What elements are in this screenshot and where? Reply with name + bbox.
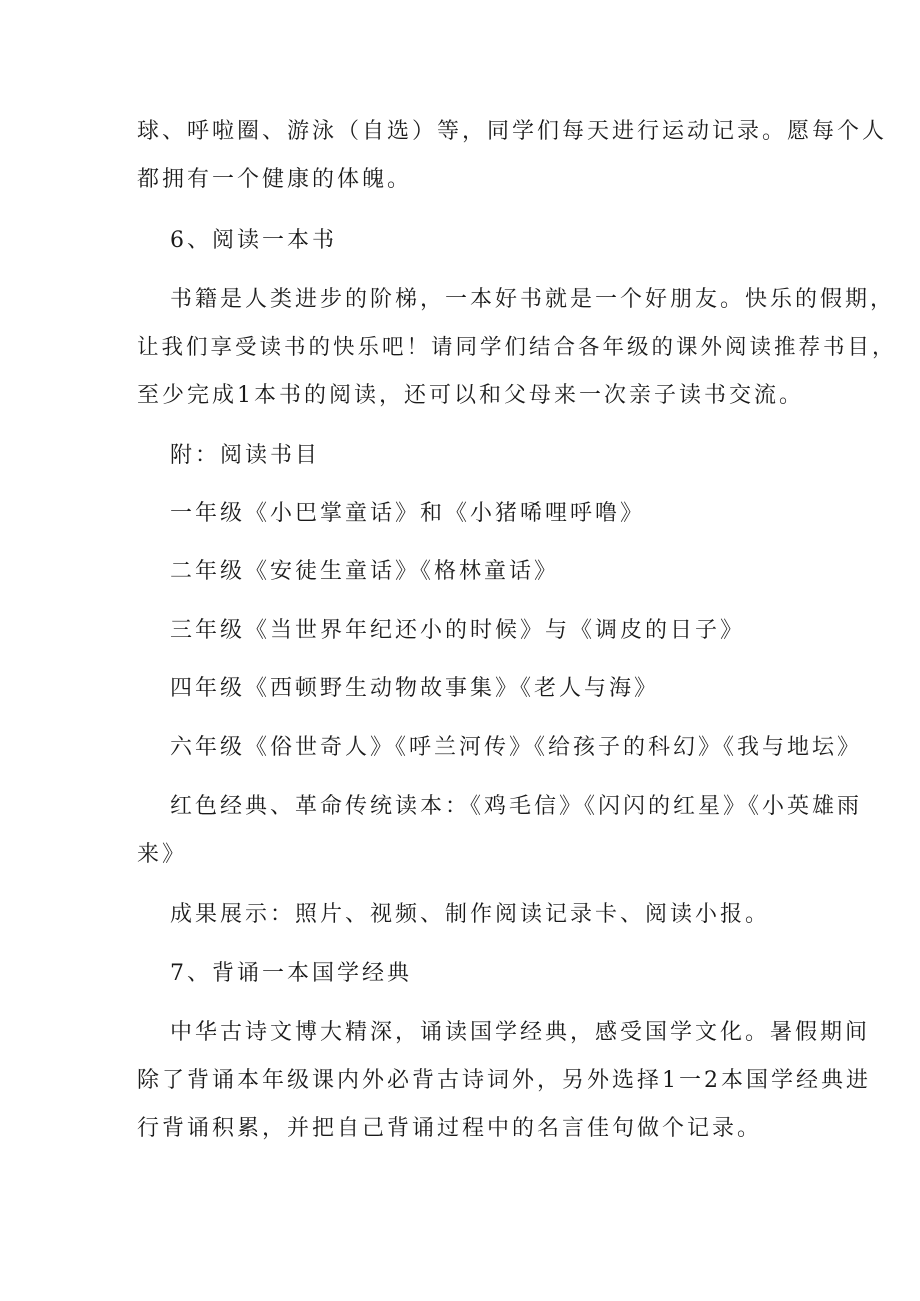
paragraph-line: 除了背诵本年级课内外必背古诗词外，另外选择1一2本国学经典进 — [137, 1068, 871, 1093]
section-heading: 7、背诵一本国学经典 — [170, 961, 412, 986]
paragraph-line: 让我们享受读书的快乐吧！请同学们结合各年级的课外阅读推荐书目， — [137, 335, 897, 360]
list-item: 六年级《俗世奇人》《呼兰河传》《给孩子的科幻》《我与地坛》 — [170, 735, 863, 760]
paragraph-line: 都拥有一个健康的体魄。 — [137, 167, 413, 192]
section-heading: 6、阅读一本书 — [170, 228, 337, 253]
paragraph-line: 行背诵积累，并把自己背诵过程中的名言佳句做个记录。 — [137, 1116, 763, 1141]
list-item: 三年级《当世界年纪还小的时候》与《调皮的日子》 — [170, 618, 746, 643]
paragraph-line: 中华古诗文博大精深，诵读国学经典，感受国学文化。暑假期间 — [170, 1020, 871, 1045]
list-item: 一年级《小巴掌童话》和《小猪唏哩呼噜》 — [170, 501, 646, 526]
paragraph-line: 书籍是人类进步的阶梯，一本好书就是一个好朋友。快乐的假期， — [170, 287, 896, 312]
list-item: 来》 — [137, 842, 188, 867]
list-item: 红色经典、革命传统读本：《鸡毛信》《闪闪的红星》《小英雄雨 — [170, 794, 863, 819]
subheading: 附：阅读书目 — [170, 443, 321, 468]
paragraph-line: 至少完成1本书的阅读，还可以和父母来一次亲子读书交流。 — [137, 383, 804, 408]
list-item: 四年级《西顿野生动物故事集》《老人与海》 — [170, 676, 660, 701]
paragraph-line: 成果展示：照片、视频、制作阅读记录卡、阅读小报。 — [170, 902, 771, 927]
list-item: 二年级《安徒生童话》《格林童话》 — [170, 559, 560, 584]
paragraph-line: 球、呼啦圈、游泳（自选）等，同学们每天进行运动记录。愿每个人 — [137, 119, 888, 144]
